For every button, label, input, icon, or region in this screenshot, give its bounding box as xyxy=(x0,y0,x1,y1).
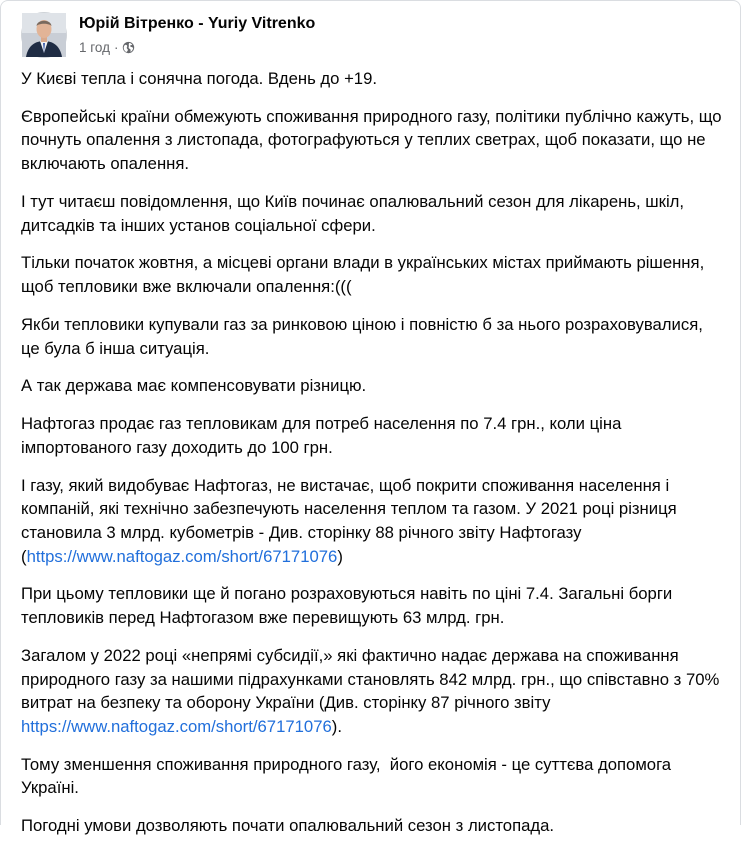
naftogaz-report-link[interactable]: https://www.naftogaz.com/short/67171076 xyxy=(26,546,338,566)
post-paragraph: І тут читаєш повідомлення, що Київ починає опалювальний сезон для лікарень, шкіл, дитсадків та інших установ соціальної сфери. xyxy=(21,191,689,235)
post-paragraph xyxy=(21,474,726,568)
globe-icon[interactable] xyxy=(122,41,135,54)
author-name[interactable]: Юрій Вітренко - Yuriy Vitrenko xyxy=(79,14,316,32)
paragraph-text: І газу, який видобуває Нафтогаз, не вистачає, щоб покрити споживання населення і компаній, які технічно забезпечують населення теплом та газом. У 2021 році різниця становила 3 млрд. кубометрів - Див. сторінку 88 річного звіту Нафтогазу ( xyxy=(21,475,682,566)
author-avatar[interactable] xyxy=(21,12,67,58)
post-paragraph: Європейські країни обмежують споживання природного газу, політики публічно кажуть, що почнуть опалення з листопада, фотографуються у теплих светрах, щоб показати, що не включають опалення. xyxy=(21,106,727,174)
post-paragraph: При цьому тепловики ще й погано розраховуються навіть по ціні 7.4. Загальні борги тепловиків перед Нафтогазом вже перевищують 63 млрд. грн. xyxy=(21,584,677,628)
naftogaz-report-link[interactable]: https://www.naftogaz.com/short/67171076 xyxy=(21,716,332,736)
post-paragraph: Тому зменшення споживання природного газу, його економія - це суттєва допомога Україні. xyxy=(21,754,676,798)
paragraph-text: ) xyxy=(337,546,343,566)
avatar-photo-icon xyxy=(22,13,66,57)
post-paragraph: Погодні умови дозволяють почати опалювальний сезон з листопада. xyxy=(21,816,555,836)
post-header xyxy=(21,9,315,61)
post-paragraph: Нафтогаз продає газ тепловикам для потреб населення по 7.4 грн., коли ціна імпортованого газу доходить до 100 грн. xyxy=(21,414,627,457)
post-paragraph: У Києві тепла і сонячна погода. Вдень до +19. xyxy=(21,69,378,88)
post-timestamp[interactable]: 1 год xyxy=(79,39,110,55)
post-meta xyxy=(79,14,315,57)
paragraph-text: ). xyxy=(331,716,342,736)
paragraph-text: Загалом у 2022 році «непрямі субсидії,» які фактично надає держава на споживання природного газу за нашими підрахунками становлять 842 млрд. грн., що співставно з 70% витрат на безпеку та оборону України (Див. сторінку 87 річного звіту xyxy=(21,645,725,713)
post-paragraph xyxy=(21,644,726,738)
post-paragraph: Якби тепловики купували газ за ринковою ціною і повністю б за нього розраховувалися, це була б інша ситуація. xyxy=(21,314,708,358)
post-paragraph: Тільки початок жовтня, а місцеві органи влади в українських містах приймають рішення, щоб тепловики вже включали опалення:((( xyxy=(21,253,709,297)
meta-separator: · xyxy=(113,39,119,55)
post-body xyxy=(21,67,726,852)
post-subline xyxy=(79,39,315,57)
post-paragraph: А так держава має компенсовувати різницю. xyxy=(21,376,367,396)
